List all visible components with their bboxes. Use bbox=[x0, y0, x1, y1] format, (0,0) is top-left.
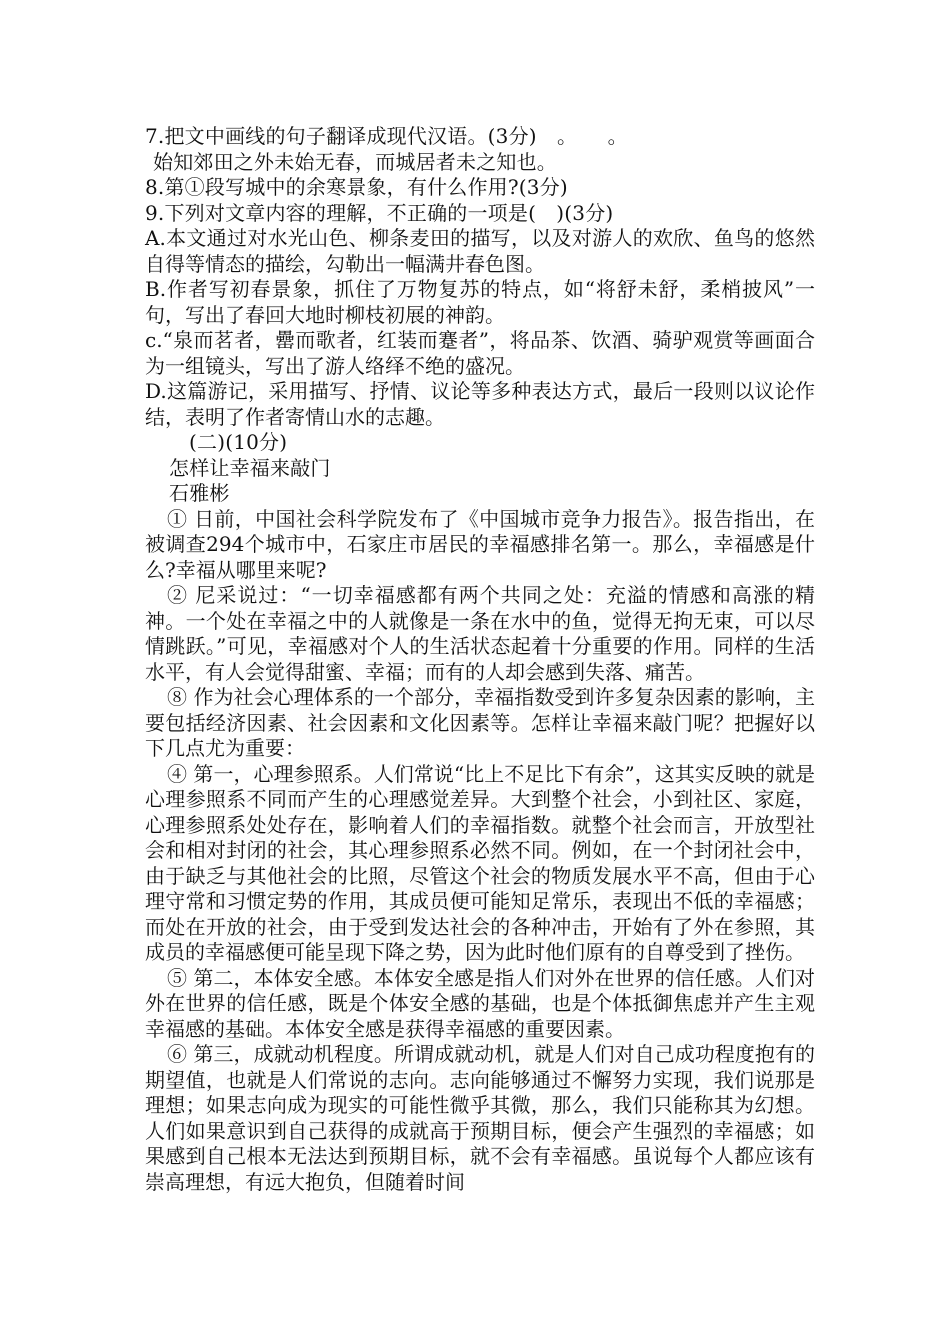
paragraph-5: ⑤ 第二，本体安全感。本体安全感是指人们对外在世界的信任感。人们对外在世界的信任感，既是个体安全感的基础，也是个体抵御焦虑并产生主观幸福感的基础。本体安全感是获得幸福感的重要因素。 bbox=[145, 965, 815, 1041]
question-7-sentence: 始知郊田之外未始无春，而城居者未之知也。 bbox=[153, 149, 557, 174]
option-c: c.“泉而茗者，罍而歌者，红装而蹇者”，将品茶、饮酒、骑驴观赏等画面合为一组镜头，写出了游人络绎不绝的盛况。 bbox=[145, 328, 815, 378]
question-9: 9.下列对文章内容的理解，不正确的一项是( )(3分) bbox=[145, 200, 614, 225]
paragraph-4: ④ 第一，心理参照系。人们常说“比上不足比下有余”，这其实反映的就是心理参照系不同而产生的心理感觉差异。大到整个社会，小到社区、家庭，心理参照系处处存在，影响着人们的幸福指数。就整个社会而言，开放型社会和相对封闭的社会，其心理参照系必然不同。例如，在一个封闭社会中，由于缺乏与其他社会的比照，尽管这个社会的物质发展水平不高，但由于心理守常和习惯定势的作用，其成员便可能知足常乐，表现出不低的幸福感；而处在开放的社会，由于受到发达社会的各种冲击，开始有了外在参照，其成员的幸福感便可能呈现下降之势，因为此时他们原有的自尊受到了挫伤。 bbox=[145, 761, 815, 964]
article-title: 怎样让幸福来敲门 bbox=[169, 455, 331, 480]
paragraph-6: ⑥ 第三，成就动机程度。所谓成就动机，就是人们对自己成功程度抱有的期望值，也就是人们常说的志向。志向能够通过不懈努力实现，我们说那是理想；如果志向成为现实的可能性微乎其微，那么，我们只能称其为幻想。人们如果意识到自己获得的成就高于预期目标，便会产生强烈的幸福感；如果感到自己根本无法达到预期目标，就不会有幸福感。虽说每个人都应该有崇高理想，有远大抱负，但随着时间 bbox=[145, 1042, 815, 1194]
paragraph-1: ① 日前，中国社会科学院发布了《中国城市竞争力报告》。报告指出，在被调查294个城市中，石家庄市居民的幸福感排名第一。那么，幸福感是什么?幸福从哪里来呢? bbox=[145, 506, 815, 582]
option-a: A.本文通过对水光山色、柳条麦田的描写，以及对游人的欢欣、鱼鸟的悠然自得等情态的描绘，勾勒出一幅满井春色图。 bbox=[145, 226, 815, 276]
paragraph-3: ⑧ 作为社会心理体系的一个部分，幸福指数受到许多复杂因素的影响，主要包括经济因素、社会因素和文化因素等。怎样让幸福来敲门呢？把握好以下几点尤为重要： bbox=[145, 685, 815, 760]
article-author: 石雅彬 bbox=[169, 481, 230, 505]
option-b: B.作者写初春景象，抓住了万物复苏的特点，如“将舒未舒，柔梢披风”一句，写出了春回大地时柳枝初展的神韵。 bbox=[145, 277, 815, 327]
question-8: 8.第①段写城中的余寒景象，有什么作用?(3分) bbox=[145, 175, 568, 199]
document-page bbox=[145, 124, 815, 1195]
option-d: D.这篇游记，采用描写、抒情、议论等多种表达方式，最后一段则以议论作结，表明了作者寄情山水的志趣。 bbox=[145, 379, 815, 429]
section-header: (二)(10分) bbox=[189, 430, 288, 454]
paragraph-2: ② 尼采说过：“一切幸福感都有两个共同之处：充溢的情感和高涨的精神。一个处在幸福之中的人就像是一条在水中的鱼，觉得无拘无束，可以尽情跳跃。”可见，幸福感对个人的生活状态起着十分重要的作用。同样的生活水平，有人会觉得甜蜜、幸福；而有的人却会感到失落、痛苦。 bbox=[145, 583, 815, 684]
question-7: 7.把文中画线的句子翻译成现代汉语。(3分) 。 。 bbox=[145, 124, 628, 148]
